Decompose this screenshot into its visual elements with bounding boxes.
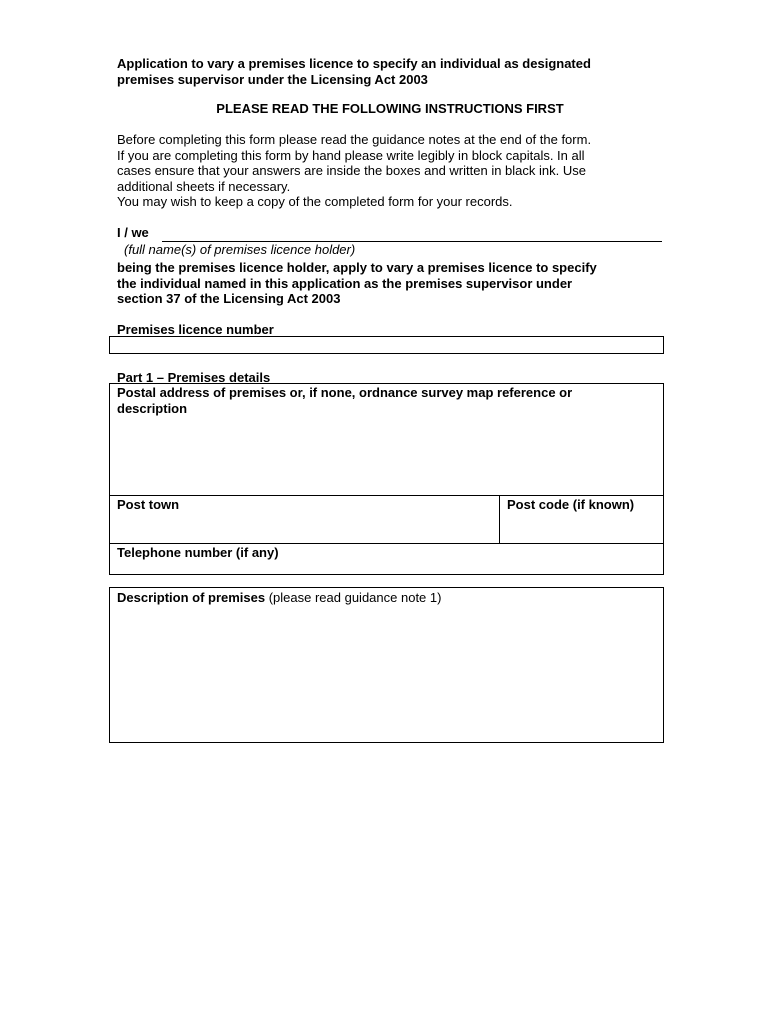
licence-number-field[interactable] (109, 336, 664, 354)
instructions-heading: PLEASE READ THE FOLLOWING INSTRUCTIONS FIRST (216, 101, 564, 116)
instruction-line: Before completing this form please read the guidance notes at the end of the form. (117, 132, 592, 147)
address-field[interactable] (110, 418, 663, 495)
form-title (117, 56, 677, 87)
address-label-line1: Postal address of premises or, if none, ordnance survey map reference or (117, 385, 573, 400)
applicant-name-field[interactable] (162, 225, 662, 242)
instruction-line: cases ensure that your answers are inside the boxes and written in black ink. Use (117, 163, 586, 178)
description-label (117, 590, 441, 606)
post-town-label: Post town (117, 497, 180, 512)
telephone-field[interactable] (110, 560, 663, 574)
post-divider-bottom (109, 543, 664, 544)
statement-line: being the premises licence holder, apply to vary a premises licence to specify (117, 260, 597, 275)
address-label (117, 385, 657, 416)
applicant-label: I / we (117, 225, 149, 240)
description-label-note: (please read guidance note 1) (265, 590, 442, 605)
description-label-bold: Description of premises (117, 590, 266, 605)
instruction-line: If you are completing this form by hand please write legibly in block capitals. In all (117, 147, 585, 163)
statement-line: section 37 of the Licensing Act 2003 (117, 291, 341, 306)
form-title-line1: Application to vary a premises licence to specify an individual as designated (117, 56, 591, 71)
instruction-line: You may wish to keep a copy of the completed form for your records. (117, 194, 513, 209)
address-label-line2: description (117, 400, 188, 416)
instruction-line: additional sheets if necessary. (117, 178, 291, 194)
post-code-label: Post code (if known) (507, 497, 635, 512)
form-title-line2: premises supervisor under the Licensing Act 2003 (117, 71, 428, 87)
part1-heading: Part 1 – Premises details (117, 370, 271, 385)
application-statement (117, 260, 677, 307)
address-divider (109, 495, 664, 496)
description-field[interactable] (110, 608, 663, 742)
instructions-text (117, 132, 677, 210)
applicant-hint: (full name(s) of premises licence holder) (124, 242, 356, 257)
telephone-label: Telephone number (if any) (117, 545, 279, 560)
licence-number-label: Premises licence number (117, 322, 274, 337)
post-code-field[interactable] (500, 513, 663, 542)
post-town-field[interactable] (110, 513, 498, 542)
statement-line: the individual named in this application as the premises supervisor under (117, 275, 573, 291)
